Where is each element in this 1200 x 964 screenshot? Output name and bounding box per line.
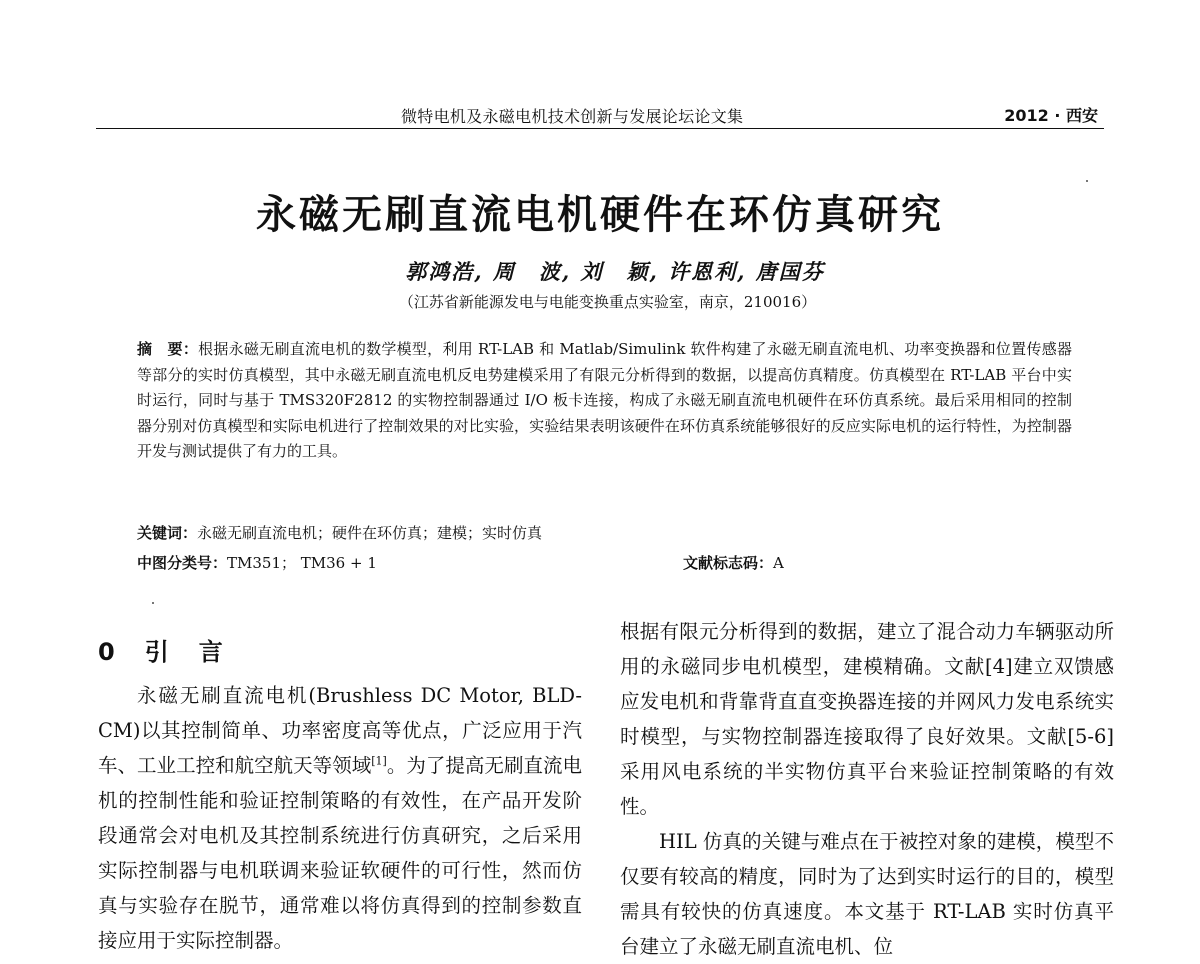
scan-speck: [152, 602, 154, 604]
section-title-part-1: 引: [144, 638, 171, 666]
paper-title: 永磁无刷直流电机硬件在环仿真研究: [256, 192, 944, 238]
section-title-part-2: 言: [198, 638, 225, 666]
right-paragraph-1: 根据有限元分析得到的数据，建立了混合动力车辆驱动所用的永磁同步电机模型，建模精确。文献[4]建立双馈感应发电机和背靠背直直变换器连接的并网风力发电系统实时模型，与实物控制器连接取得了良好效果。文献[5-6]采用风电系统的半实物仿真平台来验证控制策略的有效性。: [620, 620, 1114, 818]
citation-1: [1]: [371, 754, 387, 768]
header-year-place: 2012 · 西安: [1004, 106, 1098, 125]
left-paragraph-1-tail: 。为了提高无刷直流电机的控制性能和验证控制策略的有效性，在产品开发阶段通常会对电机及其控制系统进行仿真研究，之后采用实际控制器与电机联调来验证软硬件的可行性，然而仿真与实验存在脱节，通常难以将仿真得到的控制参数直接应用于实际控制器。: [98, 754, 582, 952]
classification-label: 中图分类号：: [137, 554, 228, 572]
document-code-label: 文献标志码：: [683, 554, 774, 572]
document-code: [683, 552, 784, 573]
header-journal-title: 微特电机及永磁电机技术创新与发展论坛论文集: [401, 107, 744, 126]
keywords: [137, 522, 542, 543]
abstract: [137, 337, 1072, 465]
right-column: [620, 614, 1114, 964]
running-header: [96, 100, 1104, 129]
classification-text: TM351； TM36 + 1: [227, 554, 377, 572]
author-list: 郭鸿浩, 周 波, 刘 颖, 许恩利, 唐国芬: [405, 259, 825, 284]
keywords-text: 永磁无刷直流电机；硬件在环仿真；建模；实时仿真: [197, 524, 543, 542]
left-column: [98, 678, 582, 958]
left-paragraph-1-text: 永磁无刷直流电机(Brushless DC Motor, BLD-CM)以其控制简单、功率密度高等优点，广泛应用于汽车、工业工控和航空航天等领域: [98, 684, 582, 777]
document-code-value: A: [773, 554, 784, 572]
author-affiliation: （江苏省新能源发电与电能变换重点实验室，南京，210016）: [398, 293, 817, 311]
abstract-text: 根据永磁无刷直流电机的数学模型，利用 RT-LAB 和 Matlab/Simulink 软件构建了永磁无刷直流电机、功率变换器和位置传感器等部分的实时仿真模型，其中永磁无刷直流电机反电势建模采用了有限元分析得到的数据，以提高仿真精度。仿真模型在 RT-LAB 平台中实时运行，同时与基于 TMS320F2812 的实物控制器通过 I/O 板卡连接，构成了永磁无刷直流电机硬件在环仿真系统。最后采用相同的控制器分别对仿真模型和实际电机进行了控制效果的对比实验，实验结果表明该硬件在环仿真系统能够很好的反应实际电机的运行特性，为控制器开发与测试提供了有力的工具。: [137, 340, 1072, 460]
section-number: 0: [98, 638, 117, 666]
scan-speck: [1086, 180, 1088, 182]
section-heading-introduction: [98, 632, 225, 667]
right-paragraph-2: HIL 仿真的关键与难点在于被控对象的建模，模型不仅要有较高的精度，同时为了达到实时运行的目的，模型需具有较快的仿真速度。本文基于 RT-LAB 实时仿真平台建立了永磁无刷直流电机、位: [620, 830, 1114, 958]
classification-line: [137, 552, 1072, 573]
abstract-label: 摘 要：: [137, 340, 199, 358]
left-paragraph-1: [98, 678, 582, 958]
keywords-label: 关键词：: [137, 524, 198, 542]
